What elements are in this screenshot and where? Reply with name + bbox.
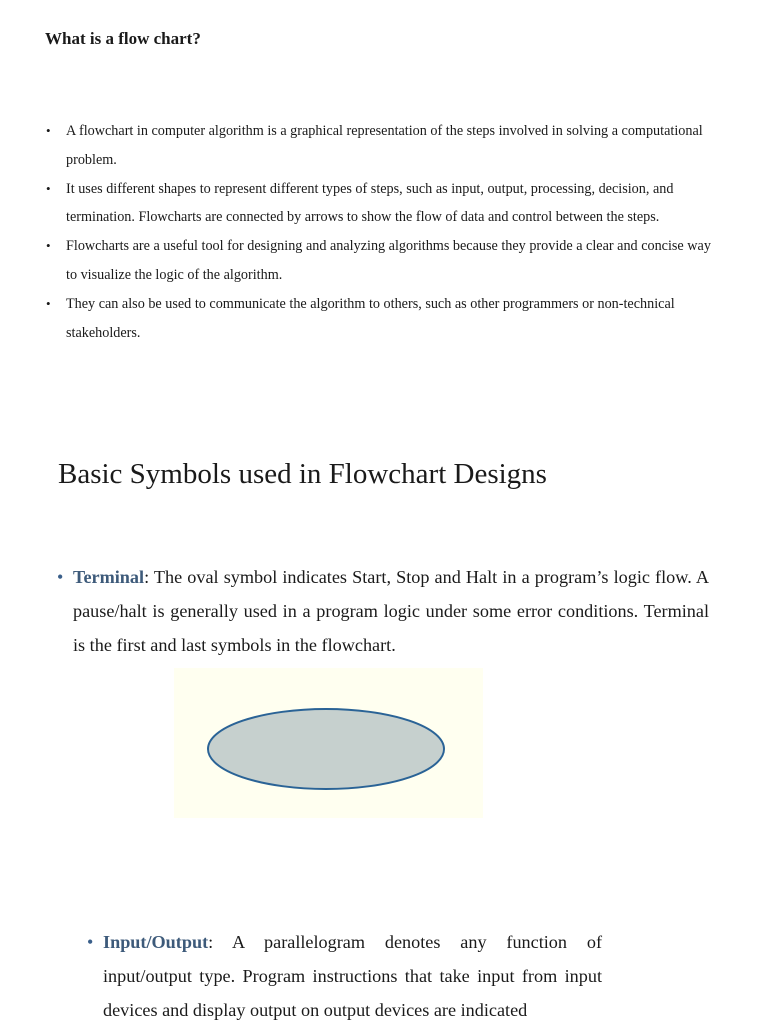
list-item — [0, 290, 768, 348]
section-title: Basic Symbols used in Flowchart Designs — [58, 458, 547, 490]
list-item-text: It uses different shapes to represent different types of steps, such as input, output, processing, decision, and termination. Flowcharts are connected by arrows to show the flow of data and control between the steps. — [66, 180, 674, 226]
bullet-icon: • — [46, 123, 51, 138]
terminal-symbol-description — [57, 560, 709, 662]
bullet-icon: • — [46, 295, 51, 311]
terminal-description-text: : The oval symbol indicates Start, Stop and Halt in a program’s logic flow. A pause/halt is generally used in a program logic under some error conditions. Terminal is the first and last symbols in the flowchart. — [73, 567, 709, 655]
list-item — [0, 117, 768, 175]
input-output-term: Input/Output — [103, 932, 209, 952]
input-output-symbol-description — [87, 925, 602, 1027]
terminal-term: Terminal — [73, 567, 145, 587]
bullet-icon: • — [57, 567, 64, 587]
bullet-icon: • — [46, 180, 51, 196]
list-item — [0, 232, 768, 290]
oval-terminal-icon — [174, 668, 483, 818]
page-heading: What is a flow chart? — [45, 29, 201, 48]
terminal-symbol-figure — [174, 668, 483, 818]
list-item — [0, 175, 768, 233]
bullet-icon: • — [87, 932, 94, 952]
input-output-description-text: : A parallelogram denotes any function of input/output type. Program instructions that take input from input devices and display output on output devices are indicated — [103, 932, 602, 1020]
intro-bullet-list — [0, 117, 768, 347]
bullet-icon: • — [46, 238, 51, 254]
list-item-text: They can also be used to communicate the algorithm to others, such as other programmers or non-technical stakeholders. — [66, 295, 675, 341]
list-item-text: A flowchart in computer algorithm is a graphical representation of the steps involved in solving a computational problem. — [66, 123, 703, 168]
list-item-text: Flowcharts are a useful tool for designing and analyzing algorithms because they provide a clear and concise way to visualize the logic of the algorithm. — [66, 238, 711, 283]
